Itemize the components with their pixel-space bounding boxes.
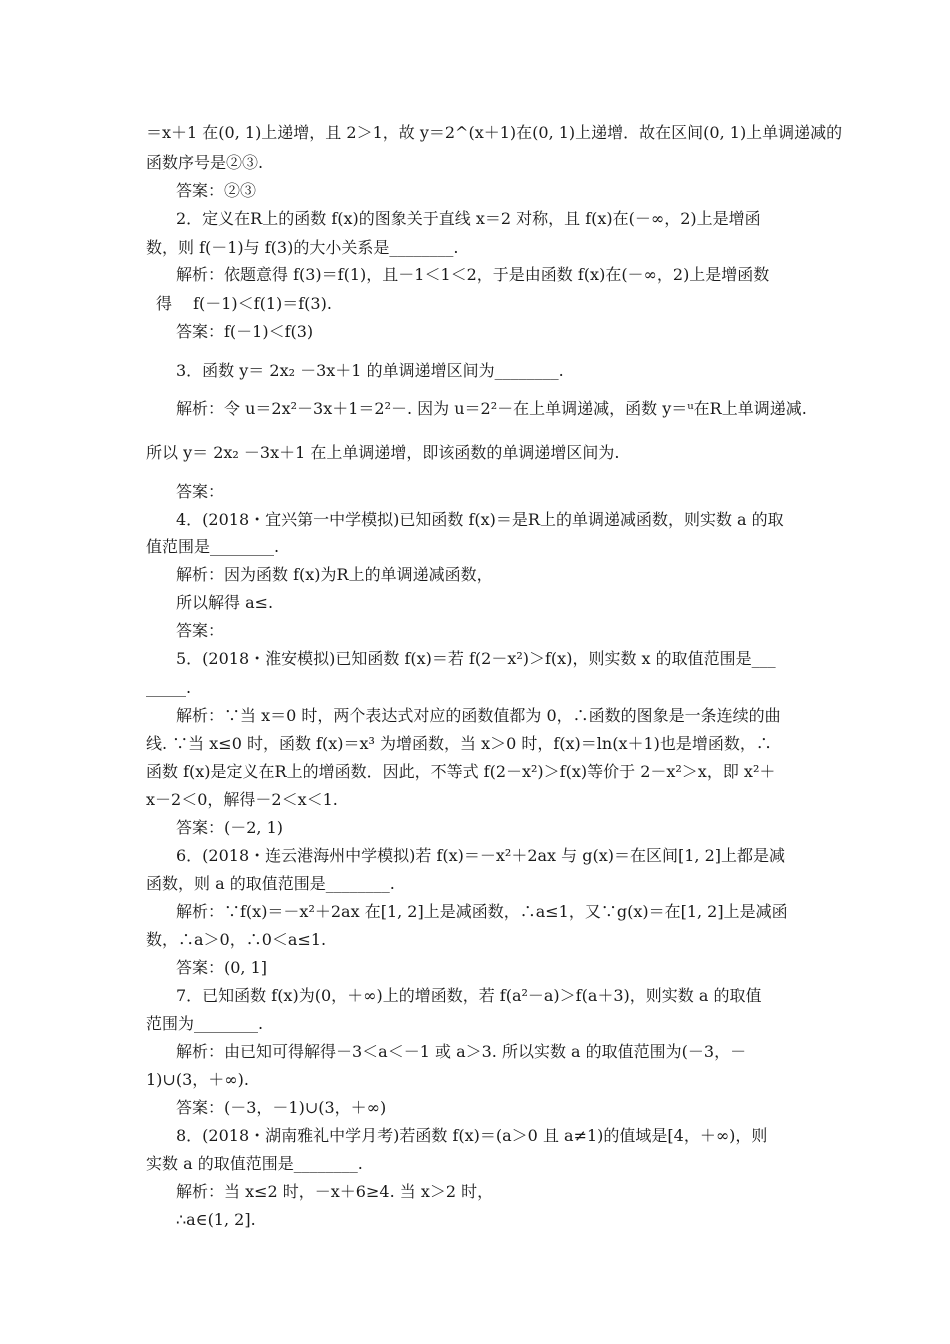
answer-line: 答案： [176, 621, 225, 640]
answer-line: 答案：(－2, 1) [176, 818, 284, 837]
answer-line: 答案：(0, 1] [176, 958, 268, 977]
text-line: ∴a∈(1, 2]. [176, 1210, 256, 1229]
text-line: 范围为________. [146, 1014, 264, 1033]
question-line: 5．(2018・淮安模拟)已知函数 f(x)＝若 f(2－x²)＞f(x)，则实数 x 的取值范围是___ [176, 649, 776, 668]
text-line: 1)∪(3，＋∞). [146, 1070, 249, 1089]
text-line: _____. [146, 678, 192, 697]
question-line: 2．定义在R上的函数 f(x)的图象关于直线 x＝2 对称，且 f(x)在(－∞，2)上是增函 [176, 209, 761, 228]
text-line: x－2＜0，解得－2＜x＜1. [146, 790, 338, 809]
answer-line: 答案：(－3，－1)∪(3，＋∞) [176, 1098, 387, 1117]
solution-line: 解析：由已知可得解得－3＜a＜－1 或 a＞3. 所以实数 a 的取值范围为(－3，－ [176, 1042, 747, 1061]
text-line: 数，则 f(－1)与 f(3)的大小关系是________. [146, 238, 459, 257]
text-line: ＝x＋1 在(0, 1)上递增，且 2＞1，故 y＝2^(x＋1)在(0, 1)上递增．故在区间(0, 1)上单调递减的 [146, 123, 843, 142]
question-line: 8．(2018・湖南雅礼中学月考)若函数 f(x)＝(a＞0 且 a≠1)的值域是[4，＋∞)，则 [176, 1126, 768, 1145]
solution-line: 解析：依题意得 f(3)＝f(1)，且－1＜1＜2，于是由函数 f(x)在(－∞，2)上是增函数 [176, 265, 770, 284]
text-line: 线. ∵当 x≤0 时，函数 f(x)＝x³ 为增函数，当 x＞0 时，f(x)＝ln(x＋1)也是增函数，∴ [146, 734, 772, 753]
solution-line: 解析：∵当 x＝0 时，两个表达式对应的函数值都为 0，∴函数的图象是一条连续的曲 [176, 706, 781, 725]
text-line: 函数，则 a 的取值范围是________. [146, 874, 395, 893]
solution-line: 解析：令 u＝2x²－3x＋1＝2²－. 因为 u＝2²－在上单调递减，函数 y＝ᵘ在R上单调递减. [176, 399, 807, 418]
answer-line: 答案：②③ [176, 181, 257, 200]
question-line: 3．函数 y＝ 2x₂ －3x＋1 的单调递增区间为________. [176, 361, 564, 380]
text-line: 函数 f(x)是定义在R上的增函数．因此，不等式 f(2－x²)＞f(x)等价于 2－x²＞x，即 x²＋ [146, 762, 776, 781]
text-line: 所以解得 a≤. [176, 593, 274, 612]
text-line: 所以 y＝ 2x₂ －3x＋1 在上单调递增，即该函数的单调递增区间为. [146, 443, 620, 462]
text-line: 值范围是________. [146, 537, 280, 556]
text-line: 得 f(－1)＜f(1)＝f(3). [156, 294, 332, 313]
text-line: 数，∴a＞0，∴0＜a≤1. [146, 930, 327, 949]
solution-line: 解析：当 x≤2 时，－x＋6≥4. 当 x＞2 时， [176, 1182, 494, 1201]
text-line: 实数 a 的取值范围是________. [146, 1154, 363, 1173]
question-line: 6．(2018・连云港海州中学模拟)若 f(x)＝－x²＋2ax 与 g(x)＝在区间[1, 2]上都是减 [176, 846, 786, 865]
answer-line: 答案：f(－1)＜f(3) [176, 322, 314, 341]
question-line: 4．(2018・宜兴第一中学模拟)已知函数 f(x)＝是R上的单调递减函数，则实数 a 的取 [176, 510, 784, 529]
question-line: 7．已知函数 f(x)为(0，＋∞)上的增函数，若 f(a²－a)＞f(a＋3)，则实数 a 的取值 [176, 986, 762, 1005]
solution-line: 解析：因为函数 f(x)为R上的单调递减函数， [176, 565, 493, 584]
solution-line: 解析：∵f(x)＝－x²＋2ax 在[1, 2]上是减函数，∴a≤1，又∵g(x)＝在[1, 2]上是减函 [176, 902, 788, 921]
text-line: 函数序号是②③. [146, 153, 264, 172]
answer-line: 答案： [176, 482, 225, 501]
